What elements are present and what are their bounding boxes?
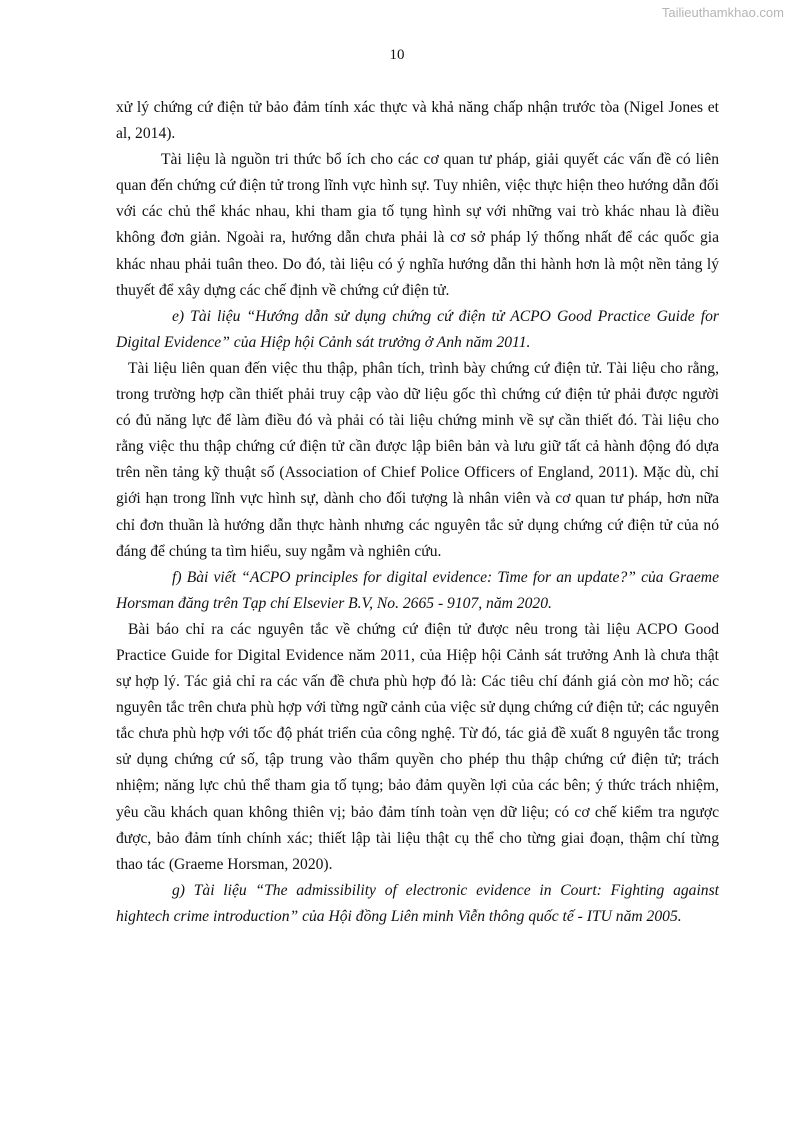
document-body bbox=[116, 95, 719, 930]
section-heading-g: g) Tài liệu “The admissibility of electronic evidence in Court: Fighting against hightech crime introduction” của Hội đồng Liên minh Viễn thông quốc tế - ITU năm 2005. bbox=[116, 881, 719, 925]
paragraph: Tài liệu là nguồn tri thức bổ ích cho các cơ quan tư pháp, giải quyết các vấn đề có liên quan đến chứng cứ điện tử trong lĩnh vực hình sự. Tuy nhiên, việc thực hiện theo hướng dẫn đối với các chủ thể khác nhau, khi tham gia tố tụng hình sự với những vai trò khác nhau là điều không đơn giản. Ngoài ra, hướng dẫn chưa phải là cơ sở pháp lý thống nhất để các quốc gia khác nhau phải tuân theo. Do đó, tài liệu có ý nghĩa hướng dẫn thi hành hơn là một nền tảng lý thuyết để xây dựng các chế định về chứng cứ điện tử. bbox=[116, 151, 719, 299]
paragraph: Bài báo chỉ ra các nguyên tắc về chứng cứ điện tử được nêu trong tài liệu ACPO Good Practice Guide for Digital Evidence năm 2011, của Hiệp hội Cảnh sát trưởng Anh là chưa thật sự hợp lý. Tác giả chỉ ra các vấn đề chưa phù hợp đó là: Các tiêu chí đánh giá còn mơ hồ; các nguyên tắc trên chưa phù hợp với từng ngữ cảnh của việc sử dụng chứng cứ điện tử; các nguyên tắc chưa phù hợp với tốc độ phát triển của công nghệ. Từ đó, tác giả đề xuất 8 nguyên tắc trong sử dụng chứng cứ số, tập trung vào thẩm quyền cho phép thu thập chứng cứ điện tử; trách nhiệm; năng lực chủ thể tham gia tố tụng; bảo đảm quyền lợi của các bên; ý thức trách nhiệm, yêu cầu khách quan không thiên vị; bảo đảm tính toàn vẹn dữ liệu; có cơ chế kiểm tra ngược được, bảo đảm tính chính xác; thiết lập tài liệu thật cụ thể cho từng giai đoạn, thậm chí từng thao tác (Graeme Horsman, 2020). bbox=[116, 620, 719, 873]
page-number: 10 bbox=[389, 47, 405, 63]
paragraph: Tài liệu liên quan đến việc thu thập, phân tích, trình bày chứng cứ điện tử. Tài liệu cho rằng, trong trường hợp cần thiết phải truy cập vào dữ liệu gốc thì chứng cứ điện tử phải được người có đủ năng lực để làm điều đó và phải có tài liệu chứng minh về sự cần thiết đó. Tài liệu cho rằng việc thu thập chứng cứ điện tử cần được lập biên bản và lưu giữ tất cả hành động đó dựa trên nền tảng kỹ thuật số (Association of Chief Police Officers of England, 2011). Mặc dù, chỉ giới hạn trong lĩnh vực hình sự, dành cho đối tượng là nhân viên và cơ quan tư pháp, hơn nữa chỉ đơn thuần là hướng dẫn thực hành nhưng các nguyên tắc sử dụng chứng cứ điện tử của nó đáng để chúng ta tìm hiểu, suy ngẫm và nghiên cứu. bbox=[116, 359, 719, 560]
section-heading-e: e) Tài liệu “Hướng dẫn sử dụng chứng cứ điện tử ACPO Good Practice Guide for Digital Evidence” của Hiệp hội Cảnh sát trưởng ở Anh năm 2011. bbox=[116, 307, 719, 351]
paragraph-continuation: xử lý chứng cứ điện tử bảo đảm tính xác thực và khả năng chấp nhận trước tòa (Nigel Jones et al, 2014). bbox=[116, 99, 719, 143]
section-heading-f: f) Bài viết “ACPO principles for digital evidence: Time for an update?” của Graeme Horsman đăng trên Tạp chí Elsevier B.V, No. 2665 - 9107, năm 2020. bbox=[116, 568, 719, 612]
watermark: Tailieuthamkhao.com bbox=[661, 5, 784, 20]
